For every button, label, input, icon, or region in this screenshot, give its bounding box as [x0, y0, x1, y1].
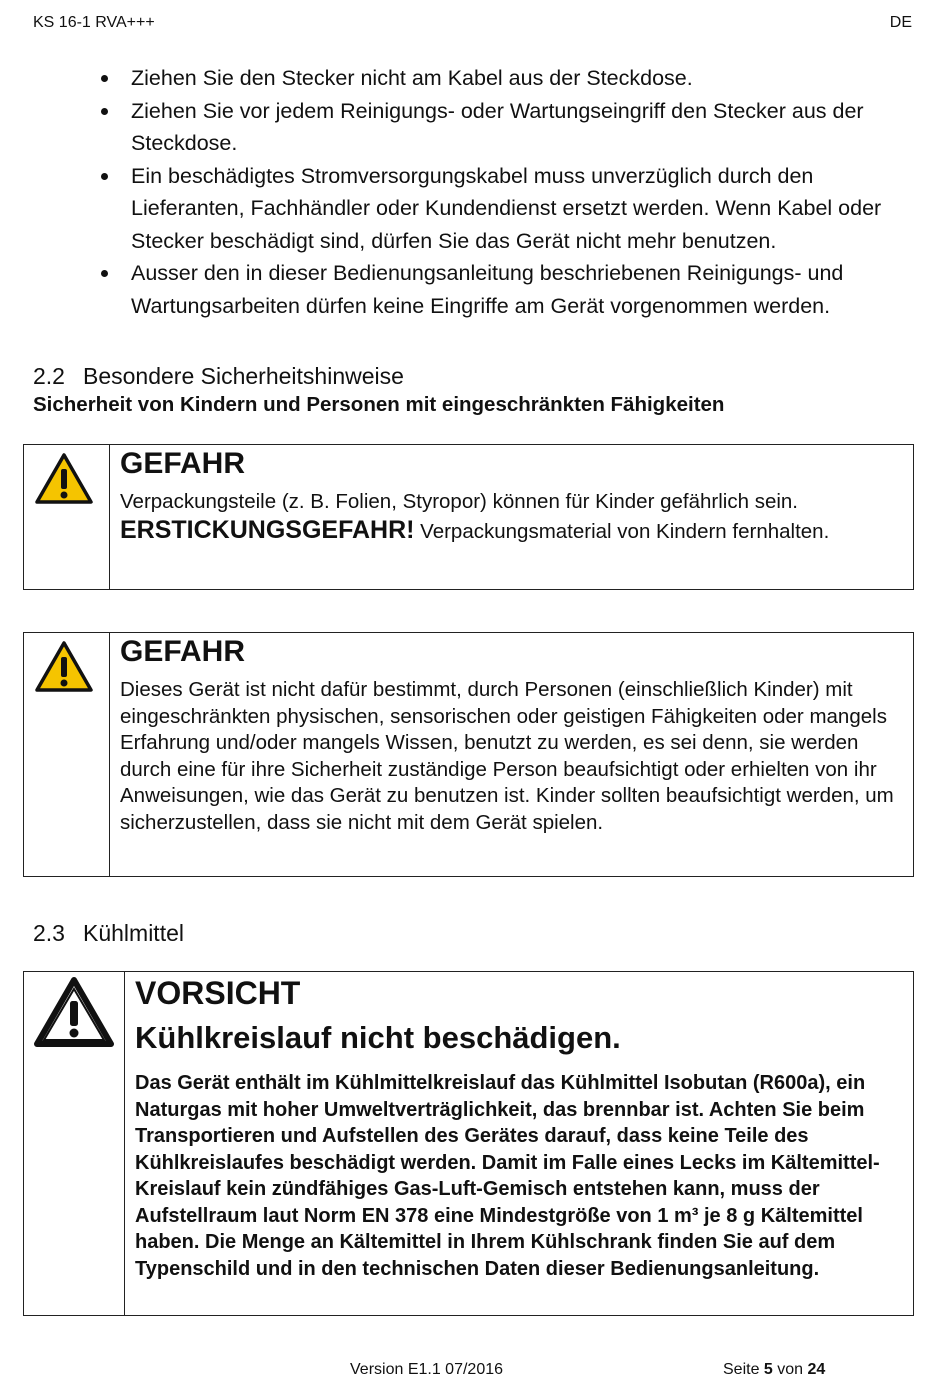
warning-triangle-icon — [33, 451, 95, 507]
danger-content — [110, 633, 913, 876]
section-heading-2-2 — [33, 363, 404, 390]
caution-text: Das Gerät enthält im Kühlmittelkreislauf das Kühlmittel Isobutan (R600a), ein Naturgas mit hoher Umweltverträglichkeit, das brennbar ist. Achten Sie beim Transportieren und Aufstellen des Gerätes darauf, dass keine Teile des Kühlkreislaufes beschädigt werden. Damit im Falle eines Lecks im Kältemittel-Kreislauf kein zündfähiges Gas-Luft-Gemisch entstehen kann, muss der Aufstellraum laut Norm EN 378 eine Mindestgröße von 1 m³ je 8 g Kältemittel haben. Die Menge an Kältemittel in Ihrem Kühlschrank finden Sie auf dem Typenschild und in den technischen Daten dieser Bedienungsanleitung. — [135, 1072, 880, 1280]
caution-box-refrigerant — [23, 971, 914, 1316]
caution-icon-cell — [24, 972, 125, 1315]
section-subtitle: Sicherheit von Kindern und Personen mit eingeschränkten Fähigkeiten — [33, 393, 725, 416]
section-title: Kühlmittel — [83, 920, 184, 946]
bullet-icon — [101, 270, 108, 277]
warning-icon-cell — [24, 445, 110, 589]
list-item: Ziehen Sie den Stecker nicht am Kabel aus der Steckdose. — [0, 62, 950, 95]
caution-title: VORSICHT — [135, 975, 301, 1011]
danger-box-persons — [23, 632, 914, 877]
danger-text: Verpackungsteile (z. B. Folien, Styropor) können für Kinder gefährlich sein. — [120, 490, 798, 513]
danger-content — [110, 445, 913, 589]
bullet-icon — [101, 173, 108, 180]
danger-title: GEFAHR — [120, 447, 246, 480]
section-number: 2.2 — [33, 363, 65, 389]
section-title: Besondere Sicherheitshinweise — [83, 363, 404, 389]
caution-subtitle: Kühlkreislauf nicht beschädigen. — [135, 1020, 621, 1055]
suffocation-warning: ERSTICKUNGSGEFAHR! — [120, 515, 415, 544]
section-heading-2-3 — [33, 920, 184, 947]
danger-box-packaging — [23, 444, 914, 590]
caution-triangle-icon — [33, 976, 115, 1048]
list-item: Ziehen Sie vor jedem Reinigungs- oder Wartungseingriff den Stecker aus der Steckdose. — [0, 95, 950, 160]
document-header-language: DE — [889, 14, 912, 31]
footer-version: Version E1.1 07/2016 — [350, 1361, 504, 1378]
warning-icon-cell — [24, 633, 110, 876]
danger-title: GEFAHR — [120, 635, 246, 668]
bullet-icon — [101, 108, 108, 115]
danger-text-2: ERSTICKUNGSGEFAHR! Verpackungsmaterial von Kindern fernhalten. — [120, 515, 830, 544]
list-item: Ein beschädigtes Stromversorgungskabel muss unverzüglich durch den Lieferanten, Fachhändler oder Kundendienst ersetzt werden. Wenn Kabel oder Stecker beschädigt sind, dürfen Sie das Gerät nicht mehr benutzen. — [0, 160, 950, 258]
bullet-icon — [101, 75, 108, 82]
warning-triangle-icon — [33, 639, 95, 695]
safety-bullet-list — [0, 62, 950, 322]
section-number: 2.3 — [33, 920, 65, 946]
caution-content — [125, 972, 913, 1315]
list-item: Ausser den in dieser Bedienungsanleitung beschriebenen Reinigungs- und Wartungsarbeiten dürfen keine Eingriffe am Gerät vorgenommen werden. — [0, 257, 950, 322]
footer-page-number: Seite 5 von 24 — [723, 1361, 826, 1378]
danger-text: Dieses Gerät ist nicht dafür bestimmt, durch Personen (einschließlich Kinder) mit eingeschränkten physischen, sensorischen oder geistigen Fähigkeiten oder mangels Erfahrung und/oder mangels Wissen, benutzt zu werden, es sei denn, sie werden durch eine für ihre Sicherheit zuständige Person beaufsichtigt oder erhielten von ihr Anweisungen, wie das Gerät zu benutzen ist. Kinder sollten beaufsichtigt werden, um sicherzustellen, dass sie nicht mit dem Gerät spielen. — [120, 678, 894, 834]
document-header-model: KS 16-1 RVA+++ — [33, 14, 155, 31]
